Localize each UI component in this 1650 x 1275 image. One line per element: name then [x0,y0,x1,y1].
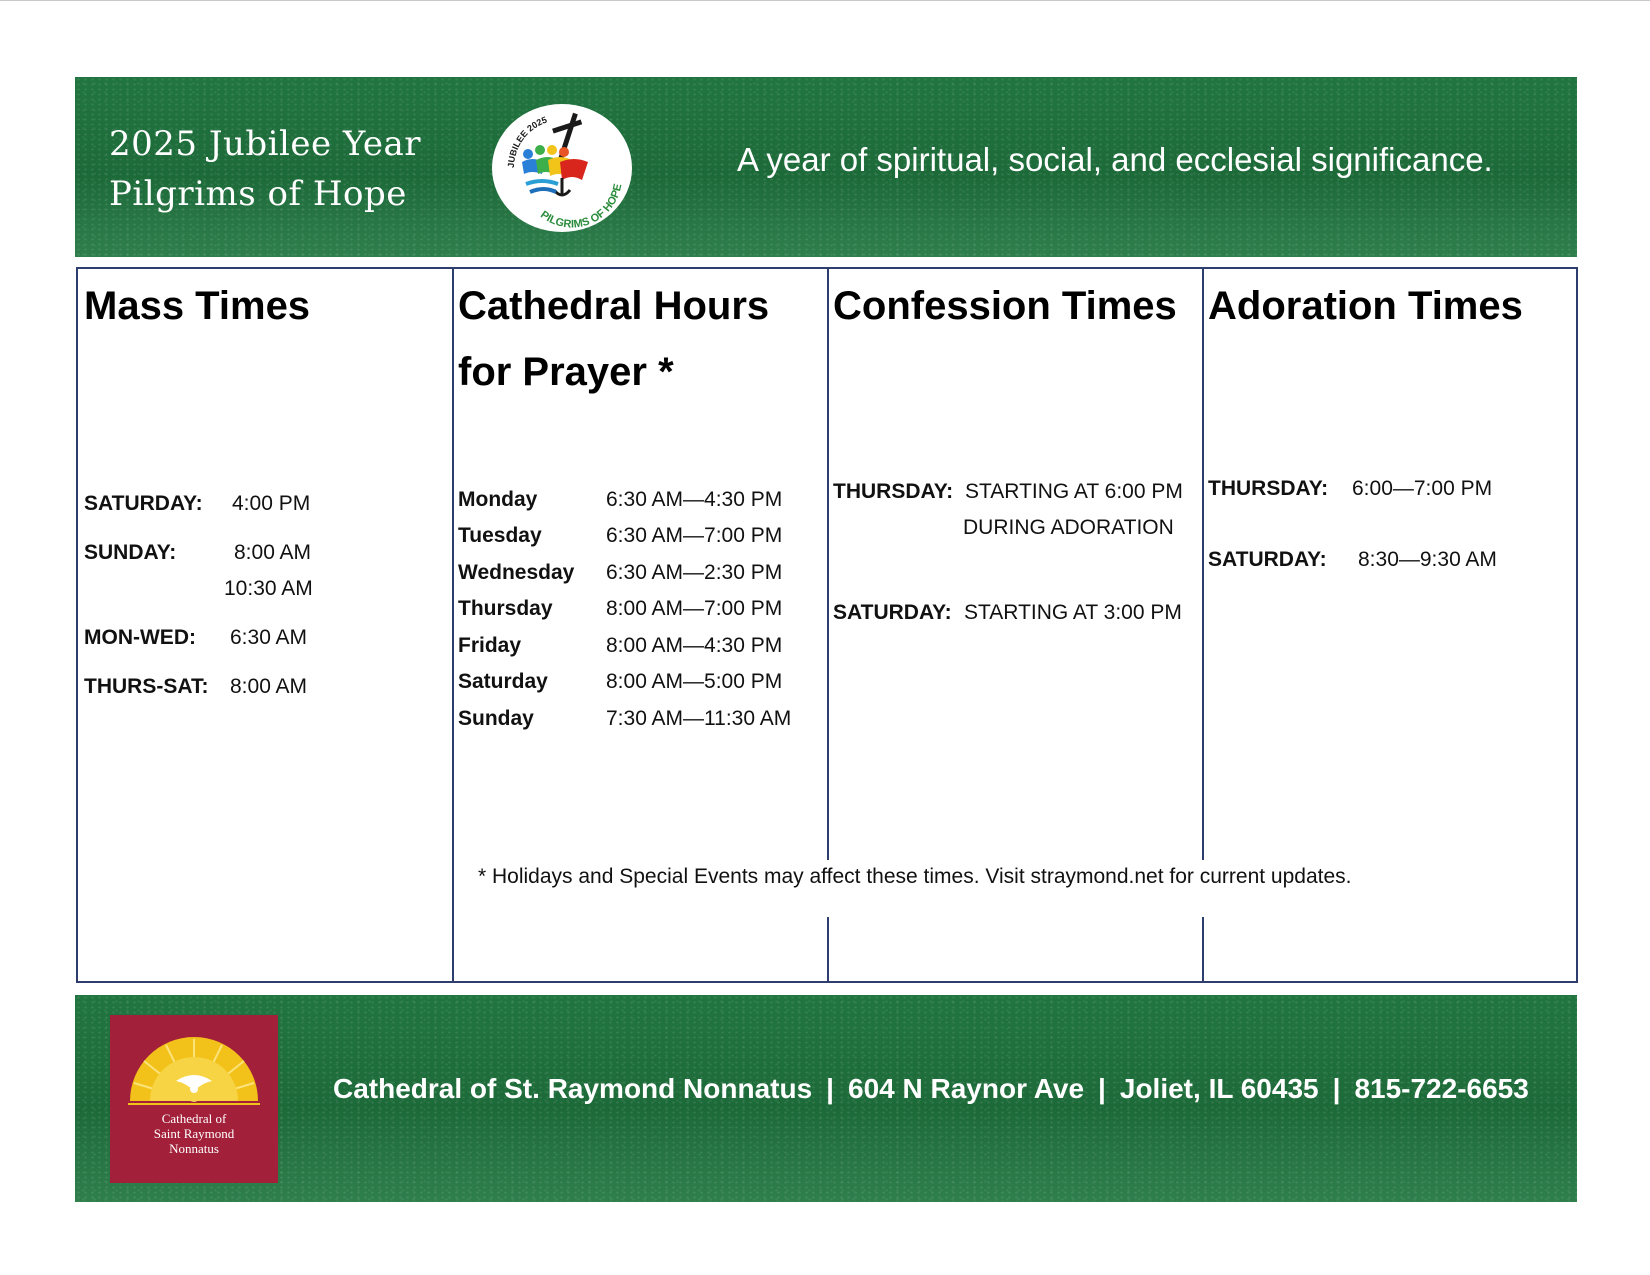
cathedral-day: Sunday [458,707,534,730]
jubilee-logo [492,104,632,232]
jubilee-logo-top-text: JUBILEE 2025 [505,114,549,169]
confession-times-title: Confession Times [833,284,1177,328]
confession-day-label: THURSDAY: [833,480,954,503]
header-banner [75,77,1577,257]
jubilee-title-line2: Pilgrims of Hope [109,174,407,214]
mass-time: 10:30 AM [224,577,313,600]
mass-time: 8:00 AM [234,541,312,564]
column-divider [1202,917,1204,981]
city-state-zip: Joliet, IL 60435 [1119,1073,1319,1104]
jubilee-title-line1: 2025 Jubilee Year [109,124,422,164]
cathedral-logo [110,1015,278,1183]
adoration-time: 8:30—9:30 AM [1358,548,1497,571]
schedule-footnote: * Holidays and Special Events may affect these times. Visit straymond.net for current updates. [478,865,1352,888]
adoration-day-label: THURSDAY: [1208,477,1329,500]
confession-time: STARTING AT 3:00 PM [964,601,1182,624]
adoration-times-title: Adoration Times [1208,284,1523,328]
jubilee-logo-bottom-text: PILGRIMS OF HOPE [538,182,625,231]
column-divider [452,269,454,981]
column-divider [827,269,829,860]
footer-banner [75,995,1577,1202]
mass-time: 8:00 AM [230,675,308,698]
cathedral-day: Thursday [458,597,553,620]
cathedral-logo-line3: Nonnatus [169,1141,219,1156]
cathedral-hours: 6:30 AM—7:00 PM [606,524,783,547]
cathedral-day: Friday [458,634,522,657]
phone-number: 815-722-6653 [1354,1073,1529,1104]
cathedral-hours: 8:00 AM—7:00 PM [606,597,783,620]
sunburst-icon [128,1037,260,1104]
mass-day-label: THURS-SAT: [84,675,209,698]
cathedral-logo-text [110,1111,278,1156]
cathedral-logo-line1: Cathedral of [161,1111,227,1126]
confession-time: STARTING AT 6:00 PM [965,480,1183,503]
top-rule [0,0,1650,1]
cathedral-hours: 6:30 AM—2:30 PM [606,561,783,584]
cathedral-logo-line2: Saint Raymond [153,1126,235,1141]
contact-info [333,1073,1529,1105]
street-address: 604 N Raynor Ave [848,1073,1085,1104]
jubilee-title [109,119,421,219]
column-divider [1202,269,1204,860]
cathedral-day: Wednesday [458,561,575,584]
confession-day-label: SATURDAY: [833,601,952,624]
confession-time: DURING ADORATION [963,516,1174,539]
mass-time: 4:00 PM [232,492,311,515]
cathedral-hours: 8:00 AM—5:00 PM [606,670,783,693]
cathedral-day: Tuesday [458,524,542,547]
column-divider [827,917,829,981]
cathedral-hours: 6:30 AM—4:30 PM [606,488,783,511]
separator: | [826,1073,834,1104]
mass-time: 6:30 AM [230,626,308,649]
mass-day-label: SATURDAY: [84,492,203,515]
mass-times-title: Mass Times [84,284,311,328]
cathedral-hours-title [458,273,769,405]
mass-day-label: MON-WED: [84,626,196,649]
header-tagline: A year of spiritual, social, and ecclesial significance. [737,141,1493,178]
cathedral-hours: 7:30 AM—11:30 AM [606,707,792,730]
cathedral-hours-title-line1: Cathedral Hours [458,284,770,328]
adoration-day-label: SATURDAY: [1208,548,1327,571]
cathedral-hours-title-line2: for Prayer * [458,350,674,394]
cathedral-hours: 8:00 AM—4:30 PM [606,634,783,657]
separator: | [1332,1073,1341,1104]
schedule-table [76,267,1578,983]
cathedral-name: Cathedral of St. Raymond Nonnatus [333,1073,813,1104]
adoration-time: 6:00—7:00 PM [1352,477,1493,500]
cathedral-day: Monday [458,488,538,511]
mass-day-label: SUNDAY: [84,541,177,564]
cathedral-day: Saturday [458,670,548,693]
separator: | [1098,1073,1106,1104]
